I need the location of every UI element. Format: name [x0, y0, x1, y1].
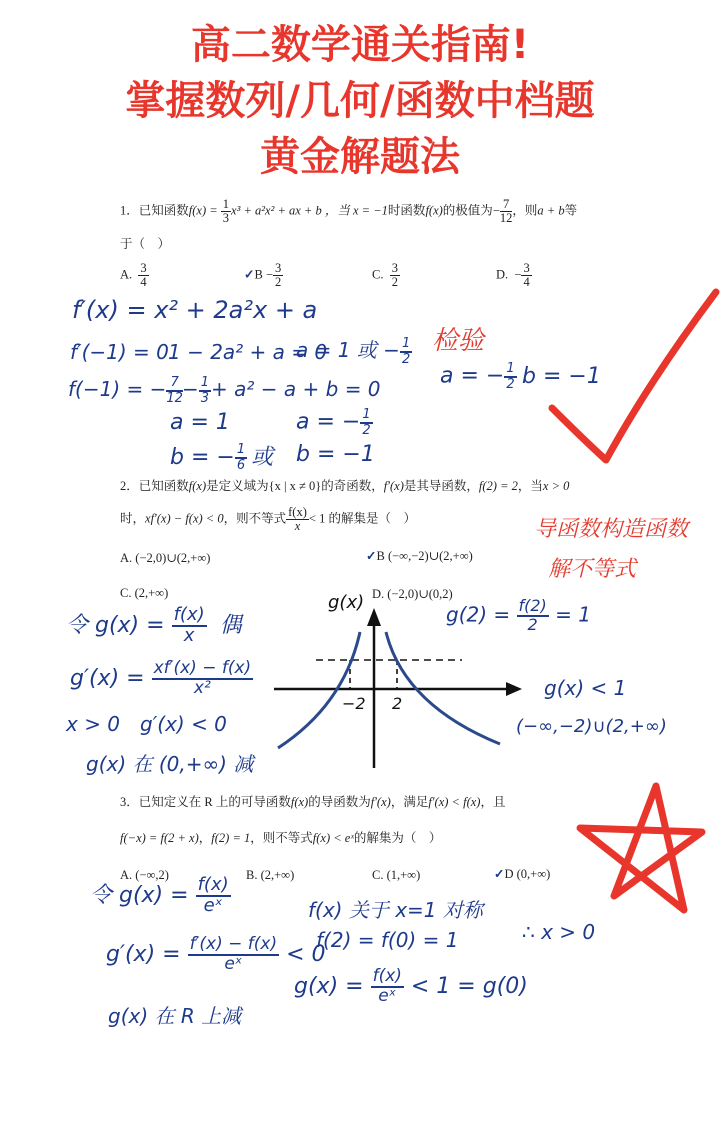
q3-stem-line2: f(−x) = f(2 + x)，f(2) = 1，则不等式f(x) < eˣ的解集为（ ）: [120, 831, 442, 845]
q1-hw-line2a: f′(−1) = 0: [70, 340, 169, 364]
q2-hw-derivative: g′(x) = $\frac{xf'(x) - f(x)}{\text{x²}}$: [70, 658, 252, 698]
q1-hw-line3b: − $\frac{1}{3}$ + a² − a + b = 0: [182, 375, 381, 406]
q1-hw-case1-a: a = 1: [170, 410, 230, 435]
graph-label-neg2: −2: [342, 694, 366, 713]
q1-option-c: C. $\frac{3}{2}$: [372, 261, 398, 290]
q1-hw-line3a: f(−1) = − $\frac{7}{12}$: [68, 375, 183, 406]
q1-stem-line1: 1．已知函数f(x) = $\frac{1}{3}$ x³ + a²x² + ax + b ，当 x = −1时函数f(x)的极值为− $\frac{7}{12}$ ，则a + b等: [120, 197, 578, 226]
q1-hw-line2c: a = 1 或 − $\frac{1}{2}$: [296, 335, 411, 367]
q1-frac-one-third: $\frac{1}{3}$: [222, 197, 230, 226]
q1-stem-line2: 于（ ）: [120, 237, 171, 251]
q2-hw-inequality: g(x) < 1: [544, 676, 627, 700]
q2-hw-define-g: 令 g(x) = $\frac{f(x)}{x}$ 偶: [66, 604, 242, 646]
q3-option-b: B. (2,+∞): [246, 868, 295, 882]
q2-option-b: ✓B (−∞,−2)∪(2,+∞): [366, 549, 473, 563]
q3-hw-symmetry: f(x) 关于 x=1 对称: [308, 898, 483, 922]
q1-option-d: D. − $\frac{3}{4}$: [496, 261, 530, 290]
q3-option-d: ✓D (0,+∞): [494, 867, 551, 881]
q2-hw-g2: g(2) = $\frac{f(2)}{2}$ = 1: [446, 596, 591, 634]
q2-option-a: A. (−2,0)∪(2,+∞): [120, 551, 211, 565]
graph-y-label: g(x): [328, 592, 365, 613]
q3-hw-values: f(2) = f(0) = 1: [316, 928, 459, 952]
q3-hw-monotone: g(x) 在 R 上减: [108, 1004, 242, 1028]
q2-note-1: 导函数构造函数: [534, 517, 689, 542]
q3-option-c: C. (1,+∞): [372, 868, 421, 882]
check-mark-icon: ✓: [244, 267, 255, 282]
q3-hw-g-compare: g(x) = $\frac{f(x)}{\text{eˣ}}$ < 1 = g(0): [294, 966, 528, 1006]
q3-hw-conclusion: ∴ x > 0: [522, 920, 596, 944]
q3-hw-define-g: 令 g(x) = $\frac{f(x)}{\text{eˣ}}$: [90, 874, 229, 916]
graph-label-pos2: 2: [392, 694, 403, 713]
red-checkmark-icon: [552, 292, 716, 460]
q2-hw-monotone: g(x) 在 (0,+∞) 减: [86, 752, 254, 776]
q2-hw-answer: (−∞,−2)∪(2,+∞): [516, 716, 667, 737]
q2-note-2: 解不等式: [548, 557, 637, 582]
red-star-icon: [580, 786, 702, 910]
q2-hw-sign: x > 0 g′(x) < 0: [66, 712, 227, 736]
q1-check-label: 检验: [432, 326, 485, 356]
q2-stem-line1: 2．已知函数f(x)是定义域为{x | x ≠ 0}的奇函数，f′(x)是其导函数，f(2) = 2，当x > 0: [120, 479, 570, 493]
q1-check-a: a = − $\frac{1}{2}$: [440, 361, 515, 392]
q1-hw-case2-a: a = − $\frac{1}{2}$: [296, 407, 371, 438]
q3-hw-derivative: g′(x) = $\frac{f'(x) - f(x)}{\text{eˣ}}$ < 0: [106, 934, 326, 974]
q3-stem-line1: 3．已知定义在 R 上的可导函数f(x)的导函数为f′(x)，满足f′(x) < f(x)，且: [120, 795, 506, 809]
title-line-1: 高二数学通关指南!: [190, 22, 530, 68]
q1-check-b: b = −1: [522, 364, 601, 389]
q1-option-b: ✓B − $\frac{3}{2}$: [244, 261, 282, 290]
q2-option-d: D. (−2,0)∪(0,2): [372, 587, 453, 601]
q1-hw-line2b: 1 − 2a² + a = 0: [168, 340, 328, 364]
check-mark-icon: ✓: [494, 867, 505, 881]
title-line-3: 黄金解题法: [260, 134, 460, 180]
q1-hw-case1-b: b = − $\frac{1}{6}$ 或: [170, 442, 274, 473]
title-line-2: 掌握数列/几何/函数中档题: [125, 78, 595, 124]
check-mark-icon: ✓: [366, 549, 377, 563]
q1-option-a: A. $\frac{3}{4}$: [120, 261, 147, 290]
q1-hw-derivative: f′(x) = x² + 2a²x + a: [72, 296, 318, 324]
q2-stem-line2: 时，xf′(x) − f(x) < 0，则不等式 $\frac{f(x)}{x}< 1$ 的解集是（ ）: [120, 505, 416, 534]
q1-frac-seven-twelfths: $\frac{7}{12}$: [499, 197, 513, 226]
q3-option-a: A. (−∞,2): [120, 868, 169, 882]
q2-option-c: C. (2,+∞): [120, 586, 169, 600]
q1-hw-case2-b: b = −1: [296, 442, 375, 467]
